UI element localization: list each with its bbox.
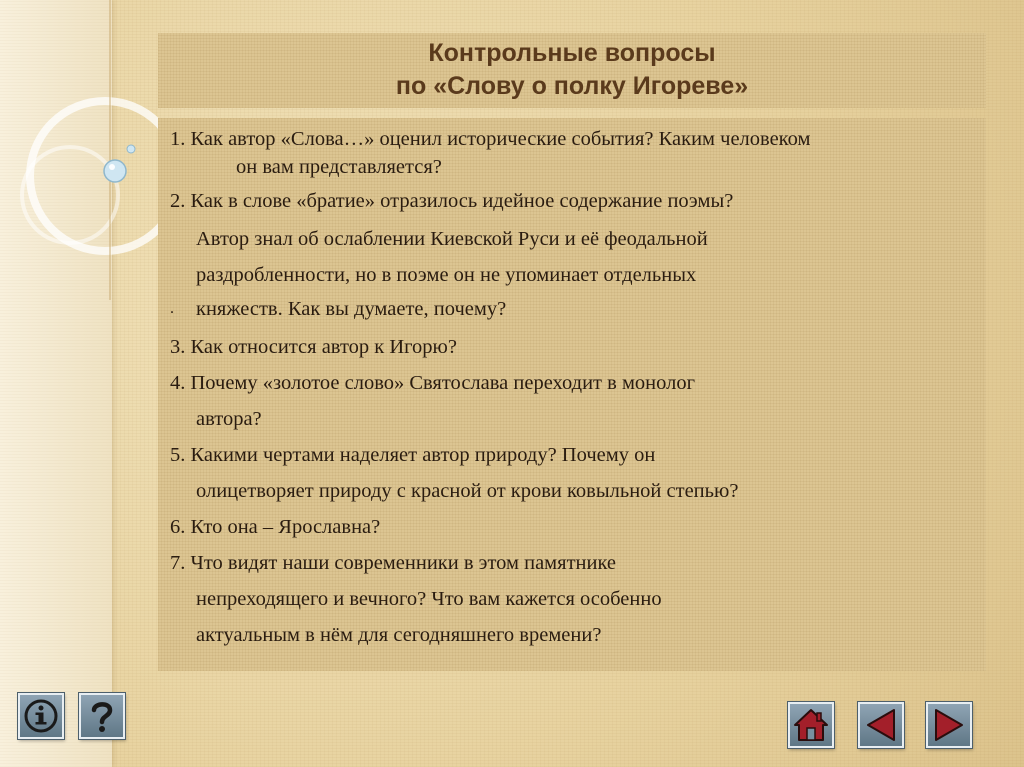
question-1-line-1: 1. Как автор «Слова…» оценил исторические события? Каким человеком <box>170 128 811 150</box>
question-3: 3. Как относится автор к Игорю? <box>170 336 457 358</box>
triangle-left-icon <box>860 704 902 746</box>
triangle-right-icon <box>928 704 970 746</box>
info-button[interactable] <box>18 693 64 739</box>
question-2-line-1: 2. Как в слове «братие» отразилось идейное содержание поэмы? <box>170 190 734 212</box>
question-2-line-3: раздробленности, но в поэме он не упоминает отдельных <box>196 264 697 286</box>
help-button[interactable] <box>79 693 125 739</box>
title-line-2: по «Слову о полку Игореве» <box>395 72 749 100</box>
question-5-line-2: олицетворяет природу с красной от крови ковыльной степью? <box>196 480 739 502</box>
question-2-line-2: Автор знал об ослаблении Киевской Руси и её феодальной <box>196 228 708 250</box>
question-6: 6. Кто она – Ярославна? <box>170 516 381 538</box>
question-1-line-2: он вам представляется? <box>236 156 442 178</box>
question-icon <box>81 695 123 737</box>
question-7-line-2: непреходящего и вечного? Что вам кажется особенно <box>196 588 662 610</box>
title-line-1: Контрольные вопросы <box>428 39 716 67</box>
previous-slide-button[interactable] <box>858 702 904 748</box>
question-7-line-1: 7. Что видят наши современники в этом памятнике <box>170 552 617 574</box>
question-4-line-1: 4. Почему «золотое слово» Святослава переходит в монолог <box>170 372 696 394</box>
info-icon <box>20 695 62 737</box>
questions-panel <box>158 118 986 671</box>
slide-title <box>158 33 986 108</box>
question-5-line-1: 5. Какими чертами наделяет автор природу? Почему он <box>170 444 656 466</box>
question-2-line-4: княжеств. Как вы думаете, почему? <box>196 298 507 320</box>
home-icon <box>790 704 832 746</box>
next-slide-button[interactable] <box>926 702 972 748</box>
stray-bullet: . <box>170 300 174 317</box>
home-button[interactable] <box>788 702 834 748</box>
question-4-line-2: автора? <box>196 408 262 430</box>
question-7-line-3: актуальным в нём для сегодняшнего времени? <box>196 624 602 646</box>
